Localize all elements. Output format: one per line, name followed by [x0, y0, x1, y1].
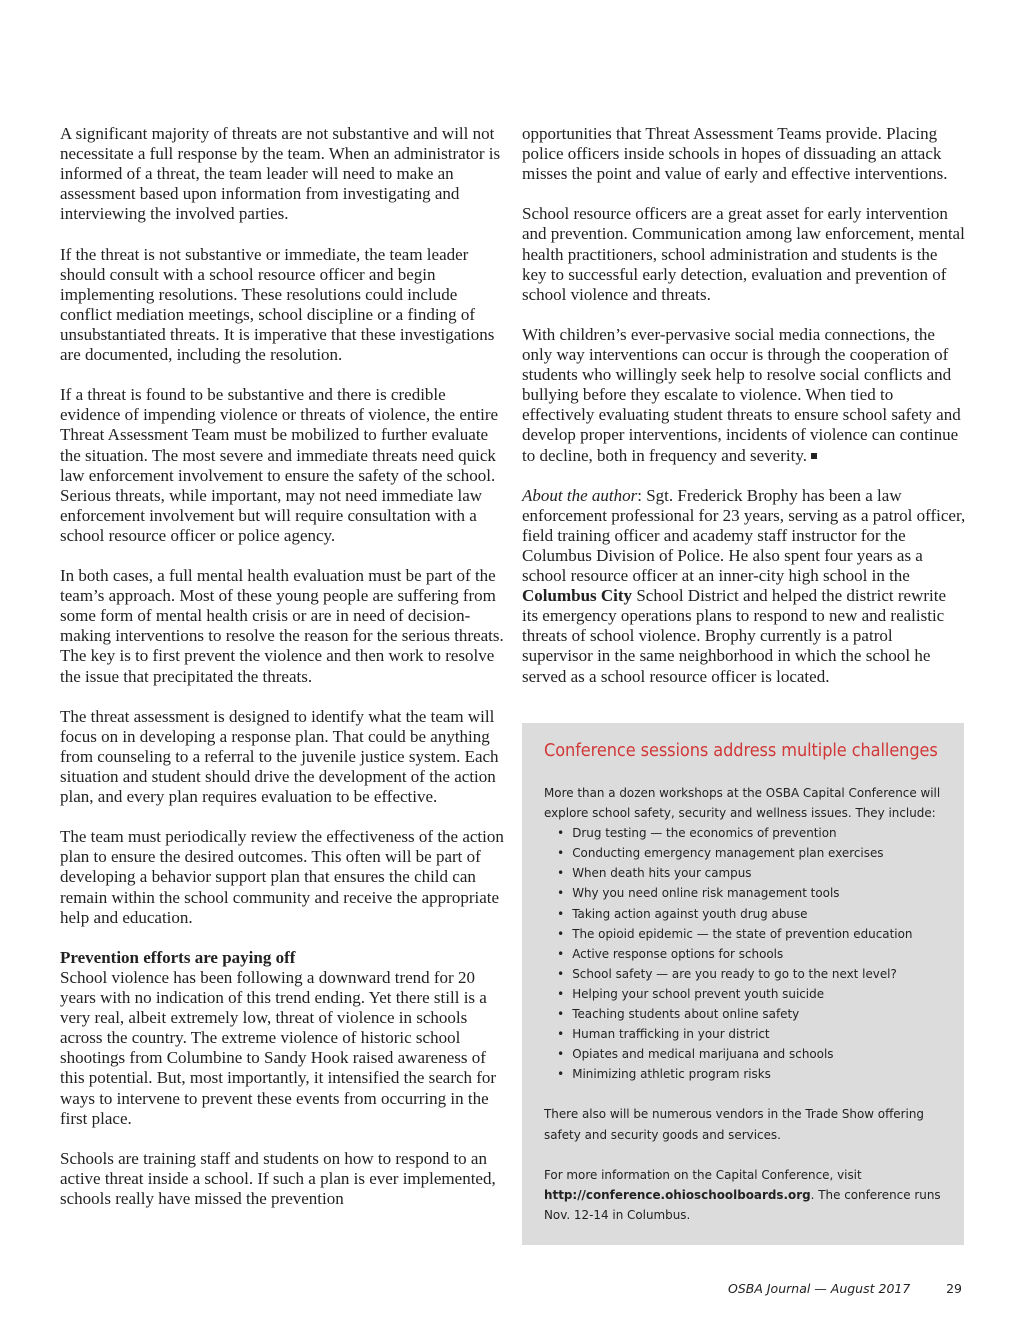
right-paragraph-3-text: With children’s ever-pervasive social media connections, the only way interventions can occur is through the cooperation of students who willingly seek help to resolve social conflicts and bullying before they escalate to violence. When tied to effectively evaluating student threats to ensure school safety and develop proper interventions, incidents of violence can continue to decline, both in frequency and severity. [522, 324, 961, 465]
prevention-section [60, 948, 506, 1129]
author-text-1: : Sgt. Frederick Brophy has been a law enforcement professional for 23 years, serving as a patrol officer, field training officer and academy staff instructor for the Columbus Division of Police. He also spent four years as a school resource officer at an inner-city high school in the [522, 485, 966, 586]
list-item: • Helping your school prevent youth suicide [552, 984, 949, 1004]
left-paragraph-7: School violence has been following a downward trend for 20 years with no indication of this trend ending. Yet there still is a very real, albeit extremely low, threat of violence in schools across the country. The extreme violence of historic school shootings from Columbine to Sandy Hook raised awareness of this potential. But, most importantly, it intensified the search for ways to intervene to prevent these events from occurring in the first place. [60, 967, 497, 1128]
more-info-text-1: For more information on the Capital Conference, visit [544, 1166, 862, 1182]
sidebar-more-info [544, 1165, 948, 1225]
left-paragraph-3: If a threat is found to be substantive and there is credible evidence of impending violence or threats of violence, the entire Threat Assessment Team must be mobilized to further evaluate the situation. The most severe and immediate threats need quick law enforcement involvement to ensure the safety of the school. Serious threats, while important, may not need immediate law enforcement involvement but will require consultation with a school resource officer or police agency. [60, 385, 499, 545]
left-paragraph-5: The threat assessment is designed to identify what the team will focus on in developing a response plan. That could be anything from counseling to a referral to the juvenile justice system. Each situation and student should drive the development of the action plan, and every plan requires evaluation to be effective. [60, 706, 499, 807]
author-text-2: School District and helped the district rewrite its emergency operations plans to respond to new and realistic threats of school violence. Brophy currently is a patrol supervisor in the same neighborhood in which the school he served as a school resource officer is located. [522, 586, 947, 686]
left-paragraph-4: In both cases, a full mental health evaluation must be part of the team’s approach. Most of these young people are suffering from some form of mental health crisis or are in need of decision-making interventions to resolve the reason for the serious threats. The key is to first prevent the violence and then work to resolve the issue that precipitated the threats. [60, 566, 504, 686]
right-paragraph-2: School resource officers are a great asset for early intervention and prevention. Communication among law enforcement, mental health practitioners, school administration and students is the key to successful early detection, evaluation and prevention of school violence and threats. [522, 204, 965, 304]
sessions-list [544, 823, 948, 1084]
sidebar-intro: More than a dozen workshops at the OSBA Capital Conference will explore school safety, security and wellness issues. They include: [544, 785, 941, 821]
left-paragraph-6: The team must periodically review the effectiveness of the action plan to ensure the desired outcomes. This often will be part of developing a behavior support plan that ensures the child can remain within the school community and receive the appropriate help and education. [60, 827, 504, 927]
sidebar-title: Conference sessions address multiple challenges [544, 741, 938, 761]
about-author [522, 486, 966, 687]
list-item: • Human trafficking in your district [552, 1024, 949, 1044]
more-info-text-2: . The conference runs Nov. 12-14 in Columbus. [544, 1186, 941, 1222]
list-item: • Drug testing — the economics of prevention [552, 823, 949, 843]
list-item: • Why you need online risk management tools [552, 883, 949, 903]
list-item: • School safety — are you ready to go to the next level? [552, 964, 949, 984]
list-item: • Conducting emergency management plan exercises [552, 843, 949, 863]
sidebar-body [544, 783, 948, 1225]
conference-link[interactable]: http://conference.ohioschoolboards.org [544, 1186, 811, 1202]
about-author-label: About the author [522, 485, 638, 505]
left-column [60, 124, 506, 1229]
list-item: • Opiates and medical marijuana and schools [552, 1044, 949, 1064]
left-paragraph-2: If the threat is not substantive or immediate, the team leader should consult with a school resource officer and begin implementing resolutions. These resolutions could include conflict mediation meetings, school discipline or a finding of unsubstantiated threats. It is imperative that these investigations are documented, including the resolution. [60, 244, 495, 365]
left-paragraph-1: A significant majority of threats are not substantive and will not necessitate a full response by the team. When an administrator is informed of a threat, the team leader will need to make an assessment based upon information from investigating and interviewing the involved parties. [60, 124, 501, 224]
page-footer [728, 1281, 962, 1296]
list-item: • Minimizing athletic program risks [552, 1064, 949, 1084]
list-item: • When death hits your campus [552, 863, 949, 883]
end-of-article-mark [811, 453, 817, 459]
list-item: • Active response options for schools [552, 944, 949, 964]
right-column [522, 124, 966, 707]
list-item: • The opioid epidemic — the state of prevention education [552, 924, 949, 944]
page-number: 29 [946, 1281, 962, 1296]
journal-title: OSBA Journal — August 2017 [728, 1281, 911, 1296]
left-paragraph-8: Schools are training staff and students on how to respond to an active threat inside a school. If such a plan is ever implemented, schools really have missed the prevention [60, 1148, 496, 1208]
list-item: • Taking action against youth drug abuse [552, 904, 949, 924]
sidebar-vendors: There also will be numerous vendors in the Trade Show offering safety and security goods and services. [544, 1106, 925, 1142]
right-paragraph-3 [522, 325, 966, 466]
right-paragraph-1: opportunities that Threat Assessment Teams provide. Placing police officers inside schools in hopes of dissuading an attack misses the point and value of early and effective interventions. [522, 124, 948, 184]
list-item: • Teaching students about online safety [552, 1004, 949, 1024]
author-bold-text: Columbus City [522, 586, 633, 606]
conference-sidebar [522, 723, 964, 1245]
section-subhead: Prevention efforts are paying off [60, 947, 296, 967]
